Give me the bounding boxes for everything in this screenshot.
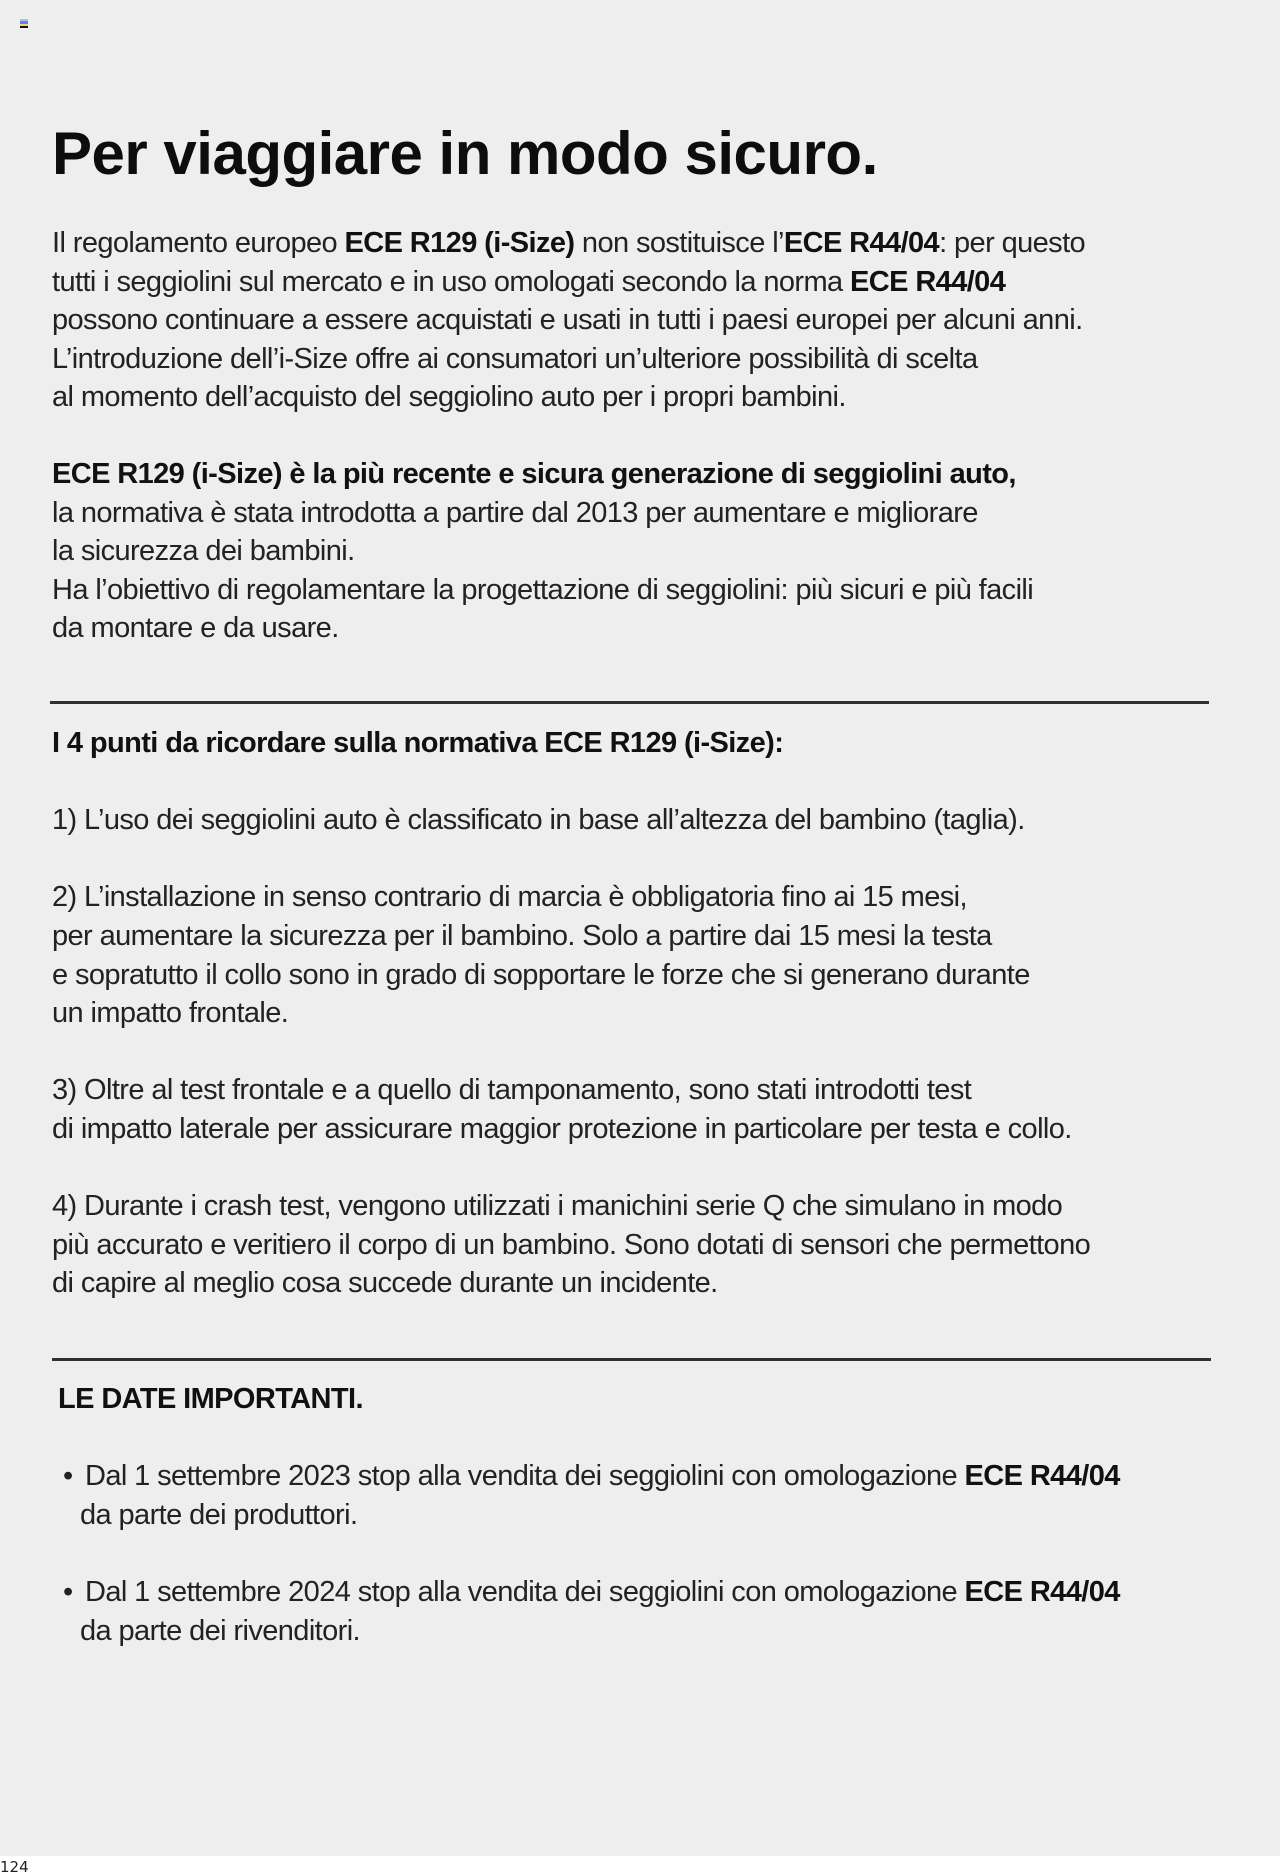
point-4-line: di capire al meglio cosa succede durante un incidente. [52, 1267, 718, 1300]
about-line: da montare e da usare. [52, 612, 339, 645]
date-item [58, 1457, 1258, 1534]
cmyk-color-bar-icon [20, 19, 28, 28]
intro-line [52, 301, 1252, 340]
intro-paragraph [52, 224, 1252, 417]
dates-heading: LE DATE IMPORTANTI. [58, 1383, 363, 1415]
about-line: Ha l’obiettivo di regolamentare la progettazione di seggiolini: più sicuri e più facili [52, 573, 1034, 606]
date-continuation: da parte dei produttori. [80, 1498, 358, 1531]
points-heading: I 4 punti da ricordare sulla normativa ECE R129 (i-Size): [52, 727, 784, 759]
dates-section [58, 1380, 1258, 1650]
point-3-line: di impatto laterale per assicurare maggior protezione in particolare per testa e collo. [52, 1112, 1072, 1145]
date-text: Dal 1 settembre 2024 stop alla vendita dei seggiolini con omologazione [85, 1575, 965, 1608]
intro-text: non sostituisce l’ [574, 227, 784, 259]
point-1-line: 1) L’uso dei seggiolini auto è classificato in base all’altezza del bambino (taglia). [52, 804, 1025, 837]
date-text: Dal 1 settembre 2023 stop alla vendita dei seggiolini con omologazione [85, 1460, 965, 1493]
norm-reference: ECE R44/04 [783, 227, 940, 259]
about-heading: ECE R129 (i-Size) è la più recente e sicura generazione di seggiolini auto, [52, 458, 1016, 490]
page-number: 124 [0, 1858, 29, 1876]
intro-text: possono continuare a essere acquistati e usati in tutti i paesi europei per alcuni anni. [52, 304, 1083, 337]
date-item [58, 1573, 1258, 1650]
points-section [52, 724, 1252, 1303]
point-4-line: 4) Durante i crash test, vengono utilizzati i manichini serie Q che simulano in modo [52, 1190, 1063, 1223]
black-stripe [20, 26, 28, 28]
intro-text: : per questo [939, 227, 1086, 259]
about-paragraph [52, 455, 1252, 648]
intro-text: al momento dell’acquisto del seggiolino auto per i propri bambini. [52, 381, 846, 414]
intro-text: tutti i seggiolini sul mercato e in uso omologati secondo la norma [52, 265, 851, 298]
point-3-line: 3) Oltre al test frontale e a quello di tamponamento, sono stati introdotti test [52, 1074, 972, 1107]
point-2-line: 2) L’installazione in senso contrario di marcia è obbligatoria fino ai 15 mesi, [52, 881, 967, 914]
intro-line [52, 224, 1252, 263]
section-divider [52, 1358, 1211, 1361]
page-title: Per viaggiare in modo sicuro. [52, 120, 878, 187]
intro-text: Il regolamento europeo [52, 227, 345, 259]
intro-text: L’introduzione dell’i-Size offre ai consumatori un’ulteriore possibilità di scelta [52, 342, 978, 375]
point-2-line: un impatto frontale. [52, 997, 289, 1030]
point-4-line: più accurato e veritiero il corpo di un bambino. Sono dotati di sensori che permettono [52, 1228, 1091, 1261]
intro-line [52, 340, 1252, 379]
intro-line [52, 378, 1252, 417]
section-divider [50, 701, 1209, 704]
norm-reference: ECE R129 (i-Size) [344, 227, 575, 259]
date-norm: ECE R44/04 [964, 1575, 1120, 1608]
about-line: la sicurezza dei bambini. [52, 535, 355, 568]
bullet-icon: • [63, 1575, 73, 1608]
about-line: la normativa è stata introdotta a partire dal 2013 per aumentare e migliorare [52, 496, 978, 529]
footer-strip [0, 1856, 1280, 1876]
intro-line [52, 263, 1252, 302]
bullet-icon: • [63, 1460, 73, 1493]
point-2-line: per aumentare la sicurezza per il bambino. Solo a partire dai 15 mesi la testa [52, 919, 992, 952]
date-norm: ECE R44/04 [964, 1460, 1120, 1493]
norm-reference: ECE R44/04 [850, 265, 1006, 298]
date-continuation: da parte dei rivenditori. [80, 1614, 360, 1647]
point-2-line: e sopratutto il collo sono in grado di sopportare le forze che si generano durante [52, 958, 1030, 991]
